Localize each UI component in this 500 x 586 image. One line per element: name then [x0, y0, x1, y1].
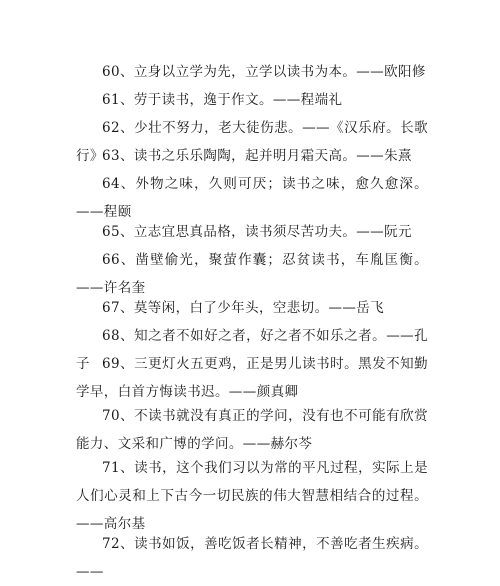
- quote-72: 72、读书如饭，善吃饭者长精神，不善吃者生疾病。——: [76, 536, 428, 580]
- quote-65: 65、立志宜思真品格，读书须尽苦功夫。——阮元: [102, 224, 412, 240]
- quote-71: 71、读书，这个我们习以为常的平凡过程，实际上是人们心灵和上下古今一切民族的伟大智慧相结合的过程。——高尔基: [76, 460, 428, 532]
- quote-60: 60、立身以立学为先，立学以读书为本。——欧阳修: [102, 64, 426, 80]
- quote-68: 68、知之者不如好之者，好之者不如乐之者。——孔子: [76, 328, 428, 372]
- quote-64: 64、外物之味，久则可厌；读书之味，愈久愈深。——程颐: [76, 176, 428, 220]
- quote-67: 67、莫等闲，白了少年头，空悲切。——岳飞: [102, 300, 385, 316]
- quote-66: 66、凿壁偷光，聚萤作囊；忍贫读书，车胤匡衡。——许名奎: [76, 252, 428, 296]
- quote-70: 70、不读书就没有真正的学问，没有也不可能有欣赏能力、文采和广博的学问。——赫尔芩: [76, 408, 428, 452]
- quote-61: 61、劳于读书，逸于作文。——程端礼: [102, 92, 343, 108]
- quote-63: 63、读书之乐乐陶陶，起并明月霜天高。——朱熹: [102, 148, 412, 164]
- quote-69: 69、三更灯火五更鸡，正是男儿读书时。黑发不知勤学早，白首方悔读书迟。——颜真卿: [76, 356, 428, 400]
- quote-62: 62、少壮不努力，老大徒伤悲。——《汉乐府。长歌行》: [76, 120, 428, 164]
